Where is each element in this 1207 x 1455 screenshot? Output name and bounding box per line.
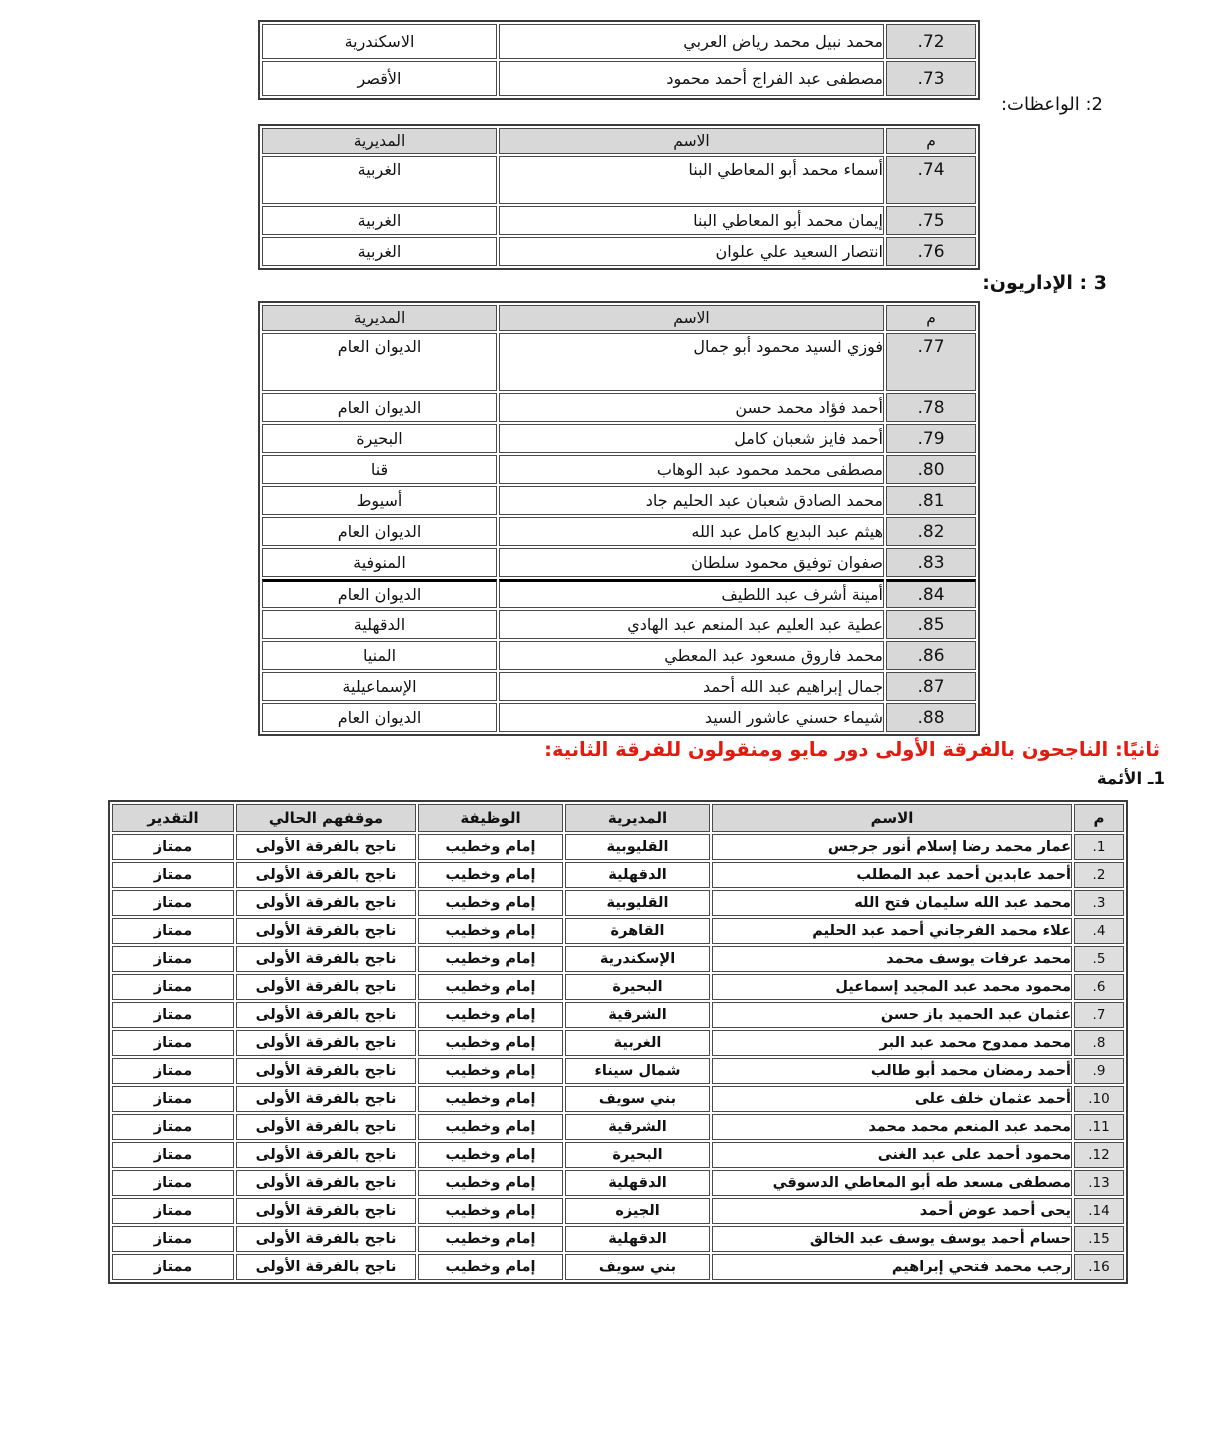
status-cell: ناجح بالفرقة الأولى — [236, 862, 416, 888]
grade-cell: ممتاز — [112, 1254, 234, 1280]
directorate-cell: المنيا — [262, 641, 497, 670]
row-number-cell: 16. — [1074, 1254, 1124, 1280]
grade-cell: ممتاز — [112, 834, 234, 860]
table-row — [112, 1114, 1124, 1140]
job-cell: إمام وخطيب — [418, 834, 563, 860]
directorate-cell: الاسكندرية — [262, 24, 497, 59]
status-cell: ناجح بالفرقة الأولى — [236, 1086, 416, 1112]
table-row — [262, 424, 976, 453]
row-number-cell: 83. — [886, 548, 976, 577]
header-name: الاسم — [712, 804, 1072, 832]
name-cell: حسام أحمد يوسف يوسف عبد الخالق — [712, 1226, 1072, 1252]
table-row — [112, 1058, 1124, 1084]
table-row — [112, 1002, 1124, 1028]
name-cell: محمد عبد المنعم محمد محمد — [712, 1114, 1072, 1140]
name-cell: صفوان توفيق محمود سلطان — [499, 548, 884, 577]
directorate-cell: الدقهلية — [565, 862, 710, 888]
status-cell: ناجح بالفرقة الأولى — [236, 1114, 416, 1140]
table-row — [262, 610, 976, 639]
name-cell: أحمد رمضان محمد أبو طالب — [712, 1058, 1072, 1084]
imams-table — [108, 800, 1128, 1284]
table-row — [262, 486, 976, 515]
table-row — [112, 862, 1124, 888]
table-row — [262, 393, 976, 422]
row-number-cell: 72. — [886, 24, 976, 59]
header-directorate: المديرية — [565, 804, 710, 832]
name-cell: محمد الصادق شعبان عبد الحليم جاد — [499, 486, 884, 515]
row-number-cell: 88. — [886, 703, 976, 732]
directorate-cell: المنوفية — [262, 548, 497, 577]
row-number-cell: 74. — [886, 156, 976, 204]
name-cell: أحمد عثمان خلف على — [712, 1086, 1072, 1112]
admins-table — [258, 301, 980, 736]
directorate-cell: بني سويف — [565, 1254, 710, 1280]
directorate-cell: الجيزه — [565, 1198, 710, 1224]
name-cell: محمود محمد عبد المجيد إسماعيل — [712, 974, 1072, 1000]
status-cell: ناجح بالفرقة الأولى — [236, 1254, 416, 1280]
grade-cell: ممتاز — [112, 1030, 234, 1056]
row-number-cell: 80. — [886, 455, 976, 484]
name-cell: رجب محمد فتحي إبراهيم — [712, 1254, 1072, 1280]
directorate-cell: الإسماعيلية — [262, 672, 497, 701]
directorate-cell: الغربية — [262, 237, 497, 266]
job-cell: إمام وخطيب — [418, 946, 563, 972]
grade-cell: ممتاز — [112, 1058, 234, 1084]
directorate-cell: الديوان العام — [262, 393, 497, 422]
row-number-cell: 14. — [1074, 1198, 1124, 1224]
name-cell: عطية عبد العليم عبد المنعم عبد الهادي — [499, 610, 884, 639]
row-number-cell: 76. — [886, 237, 976, 266]
header-job: الوظيفة — [418, 804, 563, 832]
directorate-cell: الدقهلية — [262, 610, 497, 639]
header-number: م — [886, 305, 976, 331]
job-cell: إمام وخطيب — [418, 1002, 563, 1028]
table-row — [262, 455, 976, 484]
status-cell: ناجح بالفرقة الأولى — [236, 1170, 416, 1196]
name-cell: محمد فاروق مسعود عبد المعطي — [499, 641, 884, 670]
row-number-cell: 85. — [886, 610, 976, 639]
name-cell: أحمد فايز شعبان كامل — [499, 424, 884, 453]
grade-cell: ممتاز — [112, 974, 234, 1000]
name-cell: محمد ممدوح محمد عبد البر — [712, 1030, 1072, 1056]
directorate-cell: البحيرة — [262, 424, 497, 453]
row-number-cell: 78. — [886, 393, 976, 422]
row-number-cell: 77. — [886, 333, 976, 391]
job-cell: إمام وخطيب — [418, 1142, 563, 1168]
header-number: م — [1074, 804, 1124, 832]
job-cell: إمام وخطيب — [418, 1226, 563, 1252]
directorate-cell: أسيوط — [262, 486, 497, 515]
directorate-cell: الأقصر — [262, 61, 497, 96]
grade-cell: ممتاز — [112, 1226, 234, 1252]
status-cell: ناجح بالفرقة الأولى — [236, 890, 416, 916]
row-number-cell: 4. — [1074, 918, 1124, 944]
header-number: م — [886, 128, 976, 154]
row-number-cell: 3. — [1074, 890, 1124, 916]
row-number-cell: 75. — [886, 206, 976, 235]
section-label-admins: 3 : الإداريون: — [982, 272, 1107, 294]
job-cell: إمام وخطيب — [418, 1030, 563, 1056]
table-row — [262, 548, 976, 577]
row-number-cell: 1. — [1074, 834, 1124, 860]
name-cell: مصطفى مسعد طه أبو المعاطي الدسوقي — [712, 1170, 1072, 1196]
table-row — [112, 1142, 1124, 1168]
name-cell: أمينة أشرف عبد اللطيف — [499, 579, 884, 608]
row-number-cell: 15. — [1074, 1226, 1124, 1252]
row-number-cell: 10. — [1074, 1086, 1124, 1112]
status-cell: ناجح بالفرقة الأولى — [236, 974, 416, 1000]
status-cell: ناجح بالفرقة الأولى — [236, 1142, 416, 1168]
grade-cell: ممتاز — [112, 946, 234, 972]
row-number-cell: 5. — [1074, 946, 1124, 972]
name-cell: علاء محمد الفرجاني أحمد عبد الحليم — [712, 918, 1072, 944]
grade-cell: ممتاز — [112, 1002, 234, 1028]
table-row — [262, 333, 976, 391]
table-row — [112, 890, 1124, 916]
directorate-cell: القليوبية — [565, 834, 710, 860]
row-number-cell: 79. — [886, 424, 976, 453]
grade-cell: ممتاز — [112, 918, 234, 944]
row-number-cell: 7. — [1074, 1002, 1124, 1028]
name-cell: أسماء محمد أبو المعاطي البنا — [499, 156, 884, 204]
directorate-cell: الشرقية — [565, 1002, 710, 1028]
directorate-cell: الديوان العام — [262, 333, 497, 391]
directorate-cell: الغربية — [565, 1030, 710, 1056]
grade-cell: ممتاز — [112, 890, 234, 916]
table-row — [112, 1198, 1124, 1224]
name-cell: أحمد فؤاد محمد حسن — [499, 393, 884, 422]
grade-cell: ممتاز — [112, 1198, 234, 1224]
name-cell: هيثم عبد البديع كامل عبد الله — [499, 517, 884, 546]
name-cell: محمد عرفات يوسف محمد — [712, 946, 1072, 972]
name-cell: محمد نبيل محمد رياض العربي — [499, 24, 884, 59]
table-row — [112, 1170, 1124, 1196]
job-cell: إمام وخطيب — [418, 1254, 563, 1280]
job-cell: إمام وخطيب — [418, 1114, 563, 1140]
row-number-cell: 73. — [886, 61, 976, 96]
directorate-cell: الديوان العام — [262, 703, 497, 732]
grade-cell: ممتاز — [112, 1114, 234, 1140]
directorate-cell: القاهرة — [565, 918, 710, 944]
table-row — [262, 641, 976, 670]
job-cell: إمام وخطيب — [418, 974, 563, 1000]
name-cell: عثمان عبد الحميد باز حسن — [712, 1002, 1072, 1028]
continued-names-table — [258, 20, 980, 100]
part-two-heading: ثانيًا: الناجحون بالفرقة الأولى دور مايو ومنقولون للفرقة الثانية: — [544, 738, 1160, 761]
job-cell: إمام وخطيب — [418, 1086, 563, 1112]
status-cell: ناجح بالفرقة الأولى — [236, 1058, 416, 1084]
status-cell: ناجح بالفرقة الأولى — [236, 918, 416, 944]
status-cell: ناجح بالفرقة الأولى — [236, 834, 416, 860]
table-header-row — [112, 804, 1124, 832]
preachers-table-body — [262, 156, 976, 266]
status-cell: ناجح بالفرقة الأولى — [236, 1226, 416, 1252]
table-header-row — [262, 128, 976, 154]
table-row — [262, 156, 976, 204]
table-row — [262, 517, 976, 546]
name-cell: مصطفى عبد الفراج أحمد محمود — [499, 61, 884, 96]
grade-cell: ممتاز — [112, 1142, 234, 1168]
imams-subsection-label: 1ـ الأئمة — [1096, 769, 1165, 788]
row-number-cell: 9. — [1074, 1058, 1124, 1084]
grade-cell: ممتاز — [112, 1170, 234, 1196]
continued-table-body — [262, 24, 976, 96]
directorate-cell: الديوان العام — [262, 579, 497, 608]
header-name: الاسم — [499, 305, 884, 331]
table-row — [112, 1254, 1124, 1280]
table-row — [262, 237, 976, 266]
job-cell: إمام وخطيب — [418, 1170, 563, 1196]
row-number-cell: 8. — [1074, 1030, 1124, 1056]
row-number-cell: 11. — [1074, 1114, 1124, 1140]
table-row — [112, 946, 1124, 972]
row-number-cell: 84. — [886, 579, 976, 608]
status-cell: ناجح بالفرقة الأولى — [236, 1198, 416, 1224]
directorate-cell: بني سويف — [565, 1086, 710, 1112]
directorate-cell: الديوان العام — [262, 517, 497, 546]
header-directorate: المديرية — [262, 128, 497, 154]
table-row — [262, 24, 976, 59]
row-number-cell: 82. — [886, 517, 976, 546]
table-row — [262, 703, 976, 732]
imams-table-body — [112, 834, 1124, 1280]
name-cell: محمد عبد الله سليمان فتح الله — [712, 890, 1072, 916]
table-row — [262, 61, 976, 96]
job-cell: إمام وخطيب — [418, 918, 563, 944]
name-cell: يحى أحمد عوض أحمد — [712, 1198, 1072, 1224]
directorate-cell: الدقهلية — [565, 1226, 710, 1252]
directorate-cell: القليوبية — [565, 890, 710, 916]
row-number-cell: 87. — [886, 672, 976, 701]
grade-cell: ممتاز — [112, 862, 234, 888]
job-cell: إمام وخطيب — [418, 1058, 563, 1084]
name-cell: مصطفى محمد محمود عبد الوهاب — [499, 455, 884, 484]
header-name: الاسم — [499, 128, 884, 154]
section-label-preachers: 2: الواعظات: — [1000, 94, 1103, 115]
job-cell: إمام وخطيب — [418, 890, 563, 916]
row-number-cell: 86. — [886, 641, 976, 670]
directorate-cell: البحيرة — [565, 1142, 710, 1168]
header-directorate: المديرية — [262, 305, 497, 331]
name-cell: عمار محمد رضا إسلام أنور جرجس — [712, 834, 1072, 860]
directorate-cell: شمال سيناء — [565, 1058, 710, 1084]
table-row — [262, 672, 976, 701]
status-cell: ناجح بالفرقة الأولى — [236, 1002, 416, 1028]
row-number-cell: 13. — [1074, 1170, 1124, 1196]
admins-table-body — [262, 333, 976, 732]
job-cell: إمام وخطيب — [418, 1198, 563, 1224]
grade-cell: ممتاز — [112, 1086, 234, 1112]
name-cell: جمال إبراهيم عبد الله أحمد — [499, 672, 884, 701]
table-row — [112, 974, 1124, 1000]
directorate-cell: الإسكندرية — [565, 946, 710, 972]
name-cell: إيمان محمد أبو المعاطي البنا — [499, 206, 884, 235]
header-status: موقفهم الحالي — [236, 804, 416, 832]
table-row — [262, 579, 976, 608]
name-cell: فوزي السيد محمود أبو جمال — [499, 333, 884, 391]
table-row — [112, 918, 1124, 944]
directorate-cell: قنا — [262, 455, 497, 484]
table-row — [112, 1086, 1124, 1112]
table-row — [112, 834, 1124, 860]
row-number-cell: 2. — [1074, 862, 1124, 888]
directorate-cell: الشرقية — [565, 1114, 710, 1140]
header-grade: التقدير — [112, 804, 234, 832]
row-number-cell: 12. — [1074, 1142, 1124, 1168]
name-cell: محمود أحمد على عبد الغنى — [712, 1142, 1072, 1168]
name-cell: أحمد عابدين أحمد عبد المطلب — [712, 862, 1072, 888]
directorate-cell: الغربية — [262, 156, 497, 204]
status-cell: ناجح بالفرقة الأولى — [236, 1030, 416, 1056]
table-row — [112, 1030, 1124, 1056]
row-number-cell: 81. — [886, 486, 976, 515]
name-cell: شيماء حسني عاشور السيد — [499, 703, 884, 732]
directorate-cell: الدقهلية — [565, 1170, 710, 1196]
table-header-row — [262, 305, 976, 331]
table-row — [262, 206, 976, 235]
directorate-cell: البحيرة — [565, 974, 710, 1000]
row-number-cell: 6. — [1074, 974, 1124, 1000]
status-cell: ناجح بالفرقة الأولى — [236, 946, 416, 972]
directorate-cell: الغربية — [262, 206, 497, 235]
name-cell: انتصار السعيد علي علوان — [499, 237, 884, 266]
table-row — [112, 1226, 1124, 1252]
job-cell: إمام وخطيب — [418, 862, 563, 888]
preachers-table — [258, 124, 980, 270]
